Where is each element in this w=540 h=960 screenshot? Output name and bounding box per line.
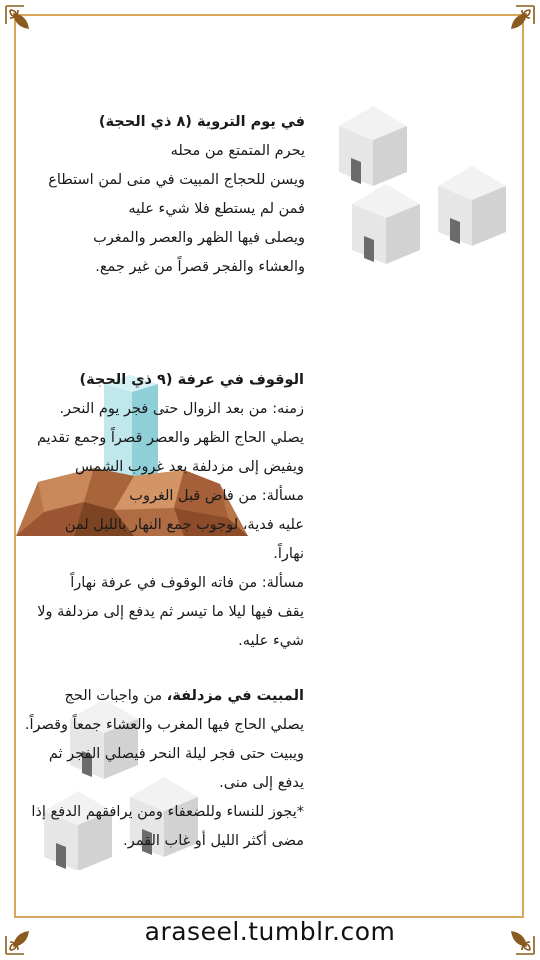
text-line: ويبيت حتى فجر ليلة النحر فيصلي الفجر ثم bbox=[48, 746, 304, 762]
text-line: ويفيض إلى مزدلفة بعد غروب الشمس bbox=[75, 459, 304, 475]
heading-bold: المبيت في مزدلفة، bbox=[166, 688, 304, 704]
footer-url[interactable]: araseel.tumblr.com bbox=[144, 917, 396, 946]
section-tarwiyah bbox=[48, 108, 305, 282]
text-line: مضى أكثر الليل أو غاب القمر. bbox=[123, 833, 304, 849]
section-heading bbox=[25, 682, 304, 711]
section-arafah bbox=[37, 366, 304, 656]
text-line: يقف فيها ليلا ما تيسر ثم يدفع إلى مزدلفة ولا bbox=[37, 604, 304, 620]
text-line: فمن لم يستطع فلا شيء عليه bbox=[128, 201, 305, 217]
text-line: ويسن للحجاج المبيت في منى لمن استطاع bbox=[48, 172, 305, 188]
text-line: عليه فدية، لوجوب جمع النهار بالليل لمن bbox=[64, 517, 304, 533]
corner-ornament-icon bbox=[500, 4, 536, 40]
text-line: والعشاء والفجر قصراً من غير جمع. bbox=[95, 259, 305, 275]
text-line: يصلي الحاج فيها المغرب والعشاء جمعاً وقصراً. bbox=[24, 717, 304, 733]
tent-icon bbox=[438, 166, 506, 246]
text-line: يدفع إلى منى. bbox=[219, 775, 304, 791]
text-line: شيء عليه. bbox=[238, 633, 304, 649]
text-line: ويصلى فيها الظهر والعصر والمغرب bbox=[93, 230, 305, 246]
tent-icon bbox=[339, 106, 407, 186]
text-line: يحرم المتمتع من محله bbox=[170, 143, 305, 159]
text-line: مسألة: من فاض قبل الغروب bbox=[129, 488, 304, 504]
text-line: *يجوز للنساء وللضعفاء ومن يرافقهم الدفع إذا bbox=[31, 804, 304, 820]
tent-icon bbox=[352, 184, 420, 264]
heading-rest: من واجبات الحج bbox=[64, 688, 167, 704]
section-muzdalifah bbox=[25, 682, 304, 856]
text-line: نهاراً. bbox=[273, 546, 304, 562]
text-line: مسألة: من فاته الوقوف في عرفة نهاراً bbox=[70, 575, 304, 591]
section-heading: الوقوف في عرفة (٩ ذي الحجة) bbox=[79, 372, 304, 388]
section-heading: في يوم التروية (٨ ذي الحجة) bbox=[98, 114, 305, 130]
corner-ornament-icon bbox=[4, 4, 40, 40]
text-line: زمنه: من بعد الزوال حتى فجر يوم النحر. bbox=[59, 401, 304, 417]
tents-illustration-top bbox=[335, 100, 510, 265]
text-line: يصلي الحاج الظهر والعصر قصراً وجمع تقديم bbox=[36, 430, 304, 446]
